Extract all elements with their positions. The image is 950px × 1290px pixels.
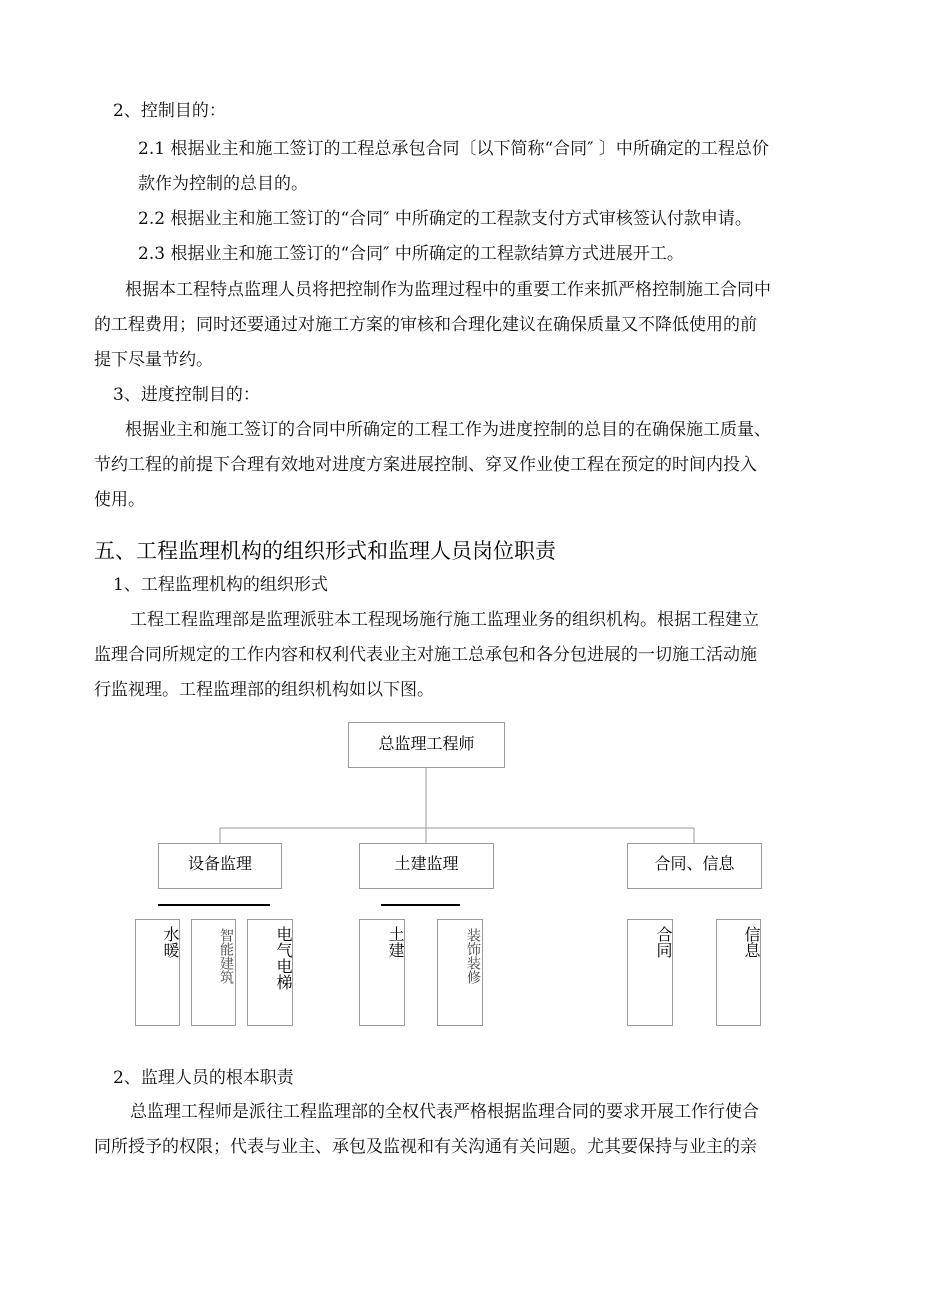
section-heading-5: 五、工程监理机构的组织形式和监理人员岗位职责 xyxy=(94,539,556,563)
org-leaf-label: 智能建筑 xyxy=(218,928,234,984)
list-item-staff-duties: 2、监理人员的根本职责 xyxy=(113,1068,294,1088)
org-leaf-label: 土建 xyxy=(386,926,405,958)
paragraph-schedule-line3: 使用。 xyxy=(94,490,145,510)
paragraph-duties-line1: 总监理工程师是派往工程监理部的全权代表严格根据监理合同的要求开展工作行使合 xyxy=(130,1102,759,1122)
paragraph-2-1-line2: 款作为控制的总目的。 xyxy=(138,174,308,194)
org-node-equipment: 设备监理 xyxy=(158,843,282,889)
org-leaf-plumbing-heating xyxy=(135,919,180,1026)
org-leaf-civil xyxy=(359,919,405,1026)
org-leaf-smart-building xyxy=(191,919,236,1026)
org-leaf-label: 装饰装修 xyxy=(465,928,481,984)
org-leaf-label: 电气电梯 xyxy=(274,926,293,990)
org-node-civil: 土建监理 xyxy=(359,843,494,889)
paragraph-duties-line2: 同所授予的权限；代表与业主、承包及监视和有关沟通有关问题。尤其要保持与业主的亲 xyxy=(94,1137,757,1157)
org-leaf-electric-elevator xyxy=(247,919,293,1026)
list-item-control-goal: 2、控制目的： xyxy=(113,101,226,121)
paragraph-org-line3: 行监视理。工程监理部的组织机构如以下图。 xyxy=(94,680,434,700)
paragraph-2-3: 2.3 根据业主和施工签订的“合同″ 中所确定的工程款结算方式进展开工。 xyxy=(138,244,684,264)
org-leaf-label: 信息 xyxy=(742,926,761,958)
org-leaf-label: 合同 xyxy=(654,926,673,958)
paragraph-cost-line1: 根据本工程特点监理人员将把控制作为监理过程中的重要工作来抓严格控制施工合同中 xyxy=(125,280,771,300)
paragraph-schedule-line2: 节约工程的前提下合理有效地对进度方案进展控制、穿叉作业使工程在预定的时间内投入 xyxy=(94,455,757,475)
paragraph-schedule-line1: 根据业主和施工签订的合同中所确定的工程工作为进度控制的总目的在确保施工质量、 xyxy=(125,420,771,440)
org-leaf-label: 水暖 xyxy=(161,926,180,958)
org-leaf-contract xyxy=(627,919,673,1026)
paragraph-org-line2: 监理合同所规定的工作内容和权利代表业主对施工总承包和各分包进展的一切施工活动施 xyxy=(94,645,757,665)
paragraph-org-line1: 工程工程监理部是监理派驻本工程现场施行施工监理业务的组织机构。根据工程建立 xyxy=(130,610,759,630)
org-node-contract-info: 合同、信息 xyxy=(627,843,762,889)
list-item-org-form: 1、工程监理机构的组织形式 xyxy=(113,575,328,595)
org-leaf-decoration xyxy=(437,919,483,1026)
list-item-schedule-goal: 3、进度控制目的： xyxy=(113,385,260,405)
paragraph-cost-line3: 提下尽量节约。 xyxy=(94,350,213,370)
paragraph-cost-line2: 的工程费用；同时还要通过对施工方案的审核和合理化建议在确保质量又不降低使用的前 xyxy=(94,315,757,335)
org-leaf-information xyxy=(716,919,761,1026)
paragraph-2-1-line1: 2.1 根据业主和施工签订的工程总承包合同〔以下简称“合同″ 〕中所确定的工程总价 xyxy=(138,139,769,159)
org-node-chief-engineer: 总监理工程师 xyxy=(348,722,505,768)
paragraph-2-2: 2.2 根据业主和施工签订的“合同″ 中所确定的工程款支付方式审核签认付款申请。 xyxy=(138,209,752,229)
